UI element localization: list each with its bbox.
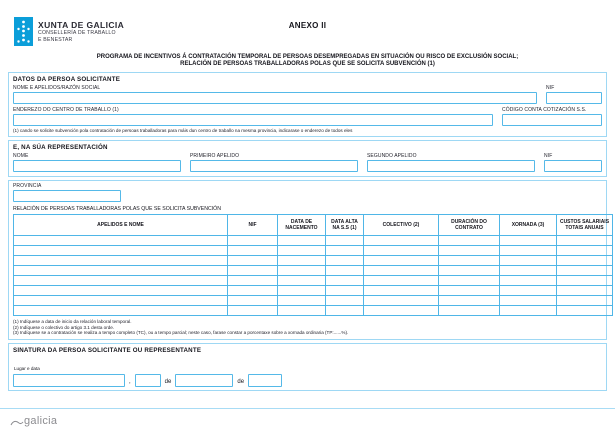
workers-col-header-3: DATA ALTA NA S.S (1): [326, 215, 364, 236]
worker-cell-r5c2[interactable]: [278, 286, 326, 296]
worker-cell-r0c6[interactable]: [500, 236, 557, 246]
signature-day-input[interactable]: [135, 374, 161, 387]
workers-col-header-2: DATA DE NACEMENTO: [278, 215, 326, 236]
worker-cell-r5c1[interactable]: [228, 286, 278, 296]
worker-cell-r6c4[interactable]: [364, 296, 439, 306]
rep-surname1-input[interactable]: [190, 160, 358, 172]
page-footer: [0, 408, 615, 439]
table-footnotes: [13, 319, 602, 336]
worker-cell-r6c3[interactable]: [326, 296, 364, 306]
signature-section-title: SINATURA DA PERSOA SOLICITANTE OU REPRESENTANTE: [13, 346, 202, 354]
worker-cell-r4c1[interactable]: [228, 276, 278, 286]
worker-cell-r7c6[interactable]: [500, 306, 557, 316]
worker-cell-r2c4[interactable]: [364, 256, 439, 266]
worker-cell-r1c5[interactable]: [439, 246, 500, 256]
workers-col-header-7: CUSTOS SALARIAIS TOTAIS ANUAIS: [557, 215, 613, 236]
applicant-name-input[interactable]: [13, 92, 537, 104]
signature-month-input[interactable]: [175, 374, 233, 387]
worker-cell-r3c7[interactable]: [557, 266, 613, 276]
province-label: PROVINCIA: [13, 183, 42, 189]
workers-col-header-0: APELIDOS E NOME: [14, 215, 228, 236]
worker-cell-r1c1[interactable]: [228, 246, 278, 256]
rep-name-label: NOME: [13, 153, 29, 159]
worker-cell-r1c2[interactable]: [278, 246, 326, 256]
worker-cell-r5c5[interactable]: [439, 286, 500, 296]
province-input[interactable]: [13, 190, 121, 202]
worker-cell-r2c7[interactable]: [557, 256, 613, 266]
worker-cell-r3c6[interactable]: [500, 266, 557, 276]
worker-cell-r3c2[interactable]: [278, 266, 326, 276]
worker-cell-r5c0[interactable]: [14, 286, 228, 296]
applicant-footnote: (1) cando se solicite subvención pola contratación de persoas traballadoras para máis dun centro de traballo na mesma provincia, indicarase o enderezo de todos eles: [13, 128, 353, 133]
table-row: [14, 236, 613, 246]
org-name: XUNTA DE GALICIA: [38, 20, 125, 30]
form-title-line2: RELACIÓN DE PERSOAS TRABALLADORAS POLAS QUE SE SOLICITA SUBVENCIÓN (1): [180, 61, 435, 67]
applicant-name-label: NOME E APELIDOS/RAZÓN SOCIAL: [13, 85, 101, 91]
worker-cell-r6c0[interactable]: [14, 296, 228, 306]
applicant-address-label: ENDEREZO DO CENTRO DE TRABALLO (1): [13, 107, 119, 113]
workers-section: [8, 180, 610, 340]
representative-section-title: E, NA SÚA REPRESENTACIÓN: [13, 144, 108, 151]
table-row: [14, 276, 613, 286]
worker-cell-r1c4[interactable]: [364, 246, 439, 256]
workers-col-header-4: COLECTIVO (2): [364, 215, 439, 236]
worker-cell-r5c3[interactable]: [326, 286, 364, 296]
table-row: [14, 266, 613, 276]
place-date-fields: [13, 374, 282, 387]
worker-cell-r4c5[interactable]: [439, 276, 500, 286]
worker-cell-r7c1[interactable]: [228, 306, 278, 316]
worker-cell-r0c7[interactable]: [557, 236, 613, 246]
org-department-line2: E BENESTAR: [38, 36, 73, 43]
worker-cell-r2c2[interactable]: [278, 256, 326, 266]
worker-cell-r0c5[interactable]: [439, 236, 500, 246]
applicant-ccc-label: CÓDIGO CONTA COTIZACIÓN S.S.: [502, 107, 587, 113]
worker-cell-r0c2[interactable]: [278, 236, 326, 246]
worker-cell-r5c7[interactable]: [557, 286, 613, 296]
worker-cell-r6c5[interactable]: [439, 296, 500, 306]
worker-cell-r0c1[interactable]: [228, 236, 278, 246]
header: [0, 0, 615, 48]
worker-cell-r4c4[interactable]: [364, 276, 439, 286]
worker-cell-r7c2[interactable]: [278, 306, 326, 316]
workers-col-header-6: XORNADA (3): [500, 215, 557, 236]
signature-section: [8, 343, 607, 391]
rep-surname1-label: PRIMEIRO APELIDO: [190, 153, 240, 159]
comma-separator: ,: [129, 378, 131, 385]
worker-cell-r5c4[interactable]: [364, 286, 439, 296]
worker-cell-r3c5[interactable]: [439, 266, 500, 276]
applicant-address-input[interactable]: [13, 114, 493, 126]
worker-cell-r0c0[interactable]: [14, 236, 228, 246]
worker-cell-r2c6[interactable]: [500, 256, 557, 266]
worker-cell-r0c3[interactable]: [326, 236, 364, 246]
annex-label: ANEXO II: [288, 21, 327, 30]
workers-table: [13, 214, 613, 316]
org-department-line1: CONSELLERÍA DE TRABALLO: [38, 30, 116, 36]
applicant-nif-label: NIF: [546, 85, 555, 91]
rep-name-input[interactable]: [13, 160, 181, 172]
worker-cell-r3c3[interactable]: [326, 266, 364, 276]
worker-cell-r3c0[interactable]: [14, 266, 228, 276]
galicia-brand: [10, 415, 57, 427]
worker-cell-r1c0[interactable]: [14, 246, 228, 256]
worker-cell-r7c7[interactable]: [557, 306, 613, 316]
de-separator-1: de: [164, 378, 172, 385]
form-title-line1: PROGRAMA DE INCENTIVOS Á CONTRATACIÓN TEMPORAL DE PERSOAS DESEMPREGADAS EN SITUACIÓN OU RISCO DE EXCLUSIÓN SOCIAL;: [96, 54, 519, 60]
de-separator-2: de: [237, 378, 245, 385]
worker-cell-r1c6[interactable]: [500, 246, 557, 256]
applicant-section: [8, 72, 607, 137]
form-title: [40, 54, 575, 68]
table-footnote-3: (3) Indíquese se a contratación se realiza a tempo completo (TC), ou a tempo parcial; neste caso, farase constar a porcentaxe sobre a xornada ordinaria (TP:......%).: [13, 330, 349, 336]
representative-section: [8, 140, 607, 177]
workers-col-header-1: NIF: [228, 215, 278, 236]
galicia-brand-text: galicia: [24, 415, 58, 427]
worker-cell-r4c3[interactable]: [326, 276, 364, 286]
signature-place-input[interactable]: [13, 374, 125, 387]
rep-surname2-label: SEGUNDO APELIDO: [367, 153, 417, 159]
applicant-ccc-input[interactable]: [502, 114, 602, 126]
rep-nif-input[interactable]: [544, 160, 602, 172]
worker-cell-r7c3[interactable]: [326, 306, 364, 316]
table-footnote-2: (2) Indíquese o colectivo do artigo 3.1 desta orde.: [13, 324, 115, 330]
worker-cell-r4c0[interactable]: [14, 276, 228, 286]
xunta-logicia-logo: [14, 17, 33, 46]
worker-cell-r1c7[interactable]: [557, 246, 613, 256]
worker-cell-r2c0[interactable]: [14, 256, 228, 266]
worker-cell-r1c3[interactable]: [326, 246, 364, 256]
table-footnote-1: (1) Indíquese a data de inicio da relación laboral temporal.: [13, 319, 132, 324]
worker-cell-r6c2[interactable]: [278, 296, 326, 306]
rep-surname2-input[interactable]: [367, 160, 535, 172]
galicia-swoosh-icon: [10, 415, 24, 427]
worker-cell-r4c6[interactable]: [500, 276, 557, 286]
rep-nif-label: NIF: [544, 153, 553, 159]
worker-cell-r4c2[interactable]: [278, 276, 326, 286]
table-row: [14, 246, 613, 256]
org-block: [38, 17, 124, 43]
applicant-section-title: DATOS DA PERSOA SOLICITANTE: [13, 76, 121, 83]
worker-cell-r2c3[interactable]: [326, 256, 364, 266]
worker-cell-r6c7[interactable]: [557, 296, 613, 306]
worker-cell-r7c5[interactable]: [439, 306, 500, 316]
worker-cell-r7c4[interactable]: [364, 306, 439, 316]
table-row: [14, 306, 613, 316]
worker-cell-r2c1[interactable]: [228, 256, 278, 266]
worker-cell-r3c1[interactable]: [228, 266, 278, 276]
place-date-label: Lugar e data: [14, 365, 40, 371]
worker-cell-r5c6[interactable]: [500, 286, 557, 296]
worker-cell-r6c1[interactable]: [228, 296, 278, 306]
table-row: [14, 296, 613, 306]
table-row: [14, 256, 613, 266]
worker-cell-r4c7[interactable]: [557, 276, 613, 286]
worker-cell-r3c4[interactable]: [364, 266, 439, 276]
table-row: [14, 286, 613, 296]
applicant-nif-input[interactable]: [546, 92, 602, 104]
worker-cell-r0c4[interactable]: [364, 236, 439, 246]
workers-table-title: RELACIÓN DE PERSOAS TRABALLADORAS POLAS QUE SE SOLICITA SUBVENCIÓN: [13, 206, 221, 212]
worker-cell-r7c0[interactable]: [14, 306, 228, 316]
workers-table-header-row: [14, 215, 613, 236]
workers-col-header-5: DURACIÓN DO CONTRATO: [439, 215, 500, 236]
signature-year-input[interactable]: [248, 374, 282, 387]
worker-cell-r6c6[interactable]: [500, 296, 557, 306]
worker-cell-r2c5[interactable]: [439, 256, 500, 266]
